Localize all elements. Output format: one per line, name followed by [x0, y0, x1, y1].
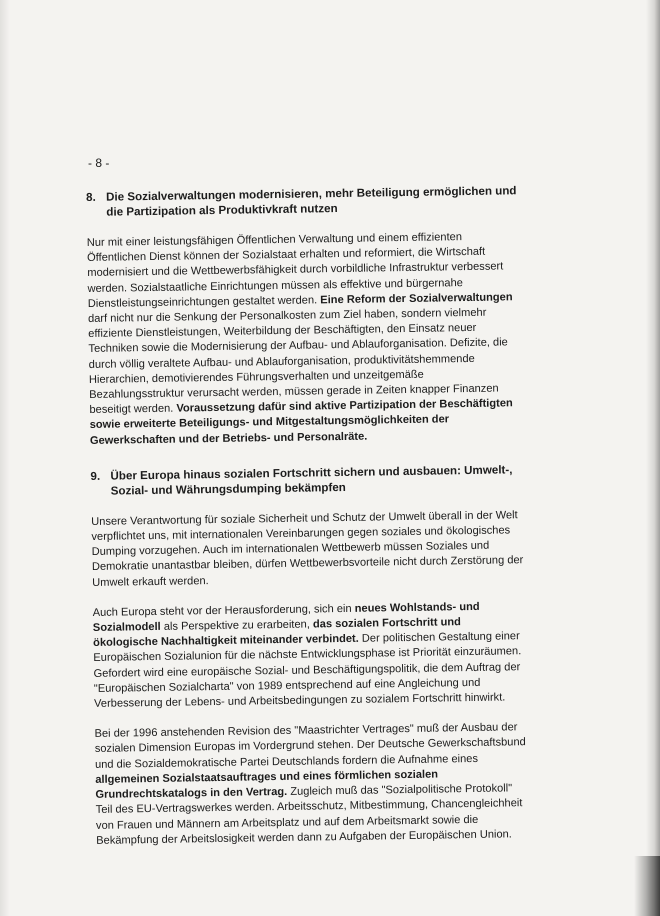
section-title: Über Europa hinaus sozialen Fortschritt sichern und ausbauen: Umwelt-, Sozial- und Währungsdumping bekämpfen: [110, 463, 513, 498]
section-9: [90, 462, 528, 849]
bold-run: das sozialen Fortschritt und ökologische Nachhaltigkeit miteinander verbindet.: [93, 616, 461, 650]
section-8: [86, 183, 522, 449]
text-run: als Perspektive zu erarbeiten,: [160, 618, 314, 633]
text-run: Zugleich muß das "Sozialpolitische Protokoll" Teil des EU-Vertragswerkes werden. Arbeitsschutz, Mitbestimmung, Chancengleichheit von Frauen und Männern am Arbeitsplatz und auf dem Arbeitsmarkt sowie die Bekämpfung der Arbeitslosigkeit werden dann zu Aufgaben der Europäischen Union.: [95, 782, 523, 847]
text-run: Nur mit einer leistungsfähigen Öffentlichen Verwaltung und einem effizienten Öffentlichen Dienst können der Sozialstaat erhalten und reformiert, die Wirtschaft modernisiert und die Wettbewerbsfähigkeit durch vorbildliche Infrastruktur verbessert werden. Sozialstaatliche Einrichtungen müssen als effektive und bürgernahe Dienstleistungseinrichtungen gestaltet werden.: [86, 231, 504, 310]
scan-shadow-right: [646, 0, 660, 916]
paragraph: [87, 229, 522, 449]
bold-run: Voraussetzung dafür sind aktive Partizipation der Beschäftigten sowie erweiterte Beteiligungs- und Mitgestaltungsmöglichkeiten der Gewerkschaften und der Betriebs- und Personalräte.: [89, 397, 513, 447]
text-run: Der politischen Gestaltung einer Europäischen Sozialunion für die nächste Entwicklungsphase ist Priorität einzuräumen. Gefordert wird eine europäische Sozial- und Beschäftigungspolitik, die dem Auftrag der "Europäischen Sozialcharta" von 1989 entsprechend auf eine Angleichung und Verbesserung der Lebens- und Arbeitsbedingungen zu sozialem Fortschritt hinwirkt.: [93, 630, 522, 711]
paragraph: [91, 508, 524, 591]
text-run: Auch Europa steht vor der Herausforderung, sich ein: [92, 602, 355, 619]
section-number: 8.: [86, 190, 96, 204]
paragraph: [94, 720, 528, 848]
paragraph: [93, 599, 527, 712]
section-number: 9.: [90, 469, 101, 483]
scan-shadow-corner: [634, 856, 660, 916]
text-run: darf nicht nur die Senkung der Personalkosten zum Ziel haben, sondern vielmehr effiziente Dienstleistungen, Weiterbildung der Beschäftigten, den Einsatz neuer Techniken sowie die Modernisierung der Aufbau- und Ablauforganisation. Defizite, die durch völlig veraltete Aufbau- und Ablauforganisation, produktivitätshemmende Hierarchien, demotivierendes Führungsverhalten und unzeitgemäße Bezahlungsstruktur verursacht werden, müssen gerade in Zeiten knapper Finanzen beseitigt werden.: [87, 306, 508, 417]
bold-run: Eine Reform der Sozialverwaltungen: [320, 291, 513, 307]
section-heading: [86, 183, 518, 220]
section-heading: [90, 462, 522, 499]
section-title: Die Sozialverwaltungen modernisieren, mehr Beteiligung ermöglichen und die Partizipation als Produktivkraft nutzen: [106, 184, 517, 219]
scan-shadow-left: [0, 0, 10, 916]
page-number: - 8 -: [88, 156, 110, 170]
bold-run: allgemeinen Sozialstaatsauftrages und eines förmlichen sozialen Grundrechtskatalogs in den Vertrag.: [95, 768, 439, 802]
text-run: Unsere Verantwortung für soziale Sicherheit und Schutz der Umwelt überall in der Welt verpflichtet uns, mit internationalen Vereinbarungen gegen soziales und ökologisches Dumping vorzugehen. Auch im internationalen Wettbewerb müssen Soziales und Demokratie unantastbar bleiben, dürfen Wettbewerbsvorteile nicht durch Zerstörung der Umwelt erkauft werden.: [91, 509, 524, 589]
bold-run: neues Wohlstands- und Sozialmodell: [92, 600, 480, 635]
document-body: [86, 183, 529, 864]
text-run: Bei der 1996 anstehenden Revision des "Maastrichter Vertrages" muß der Ausbau der sozialen Dimension Europas im Vordergrund stehen. Der Deutsche Gewerkschaftsbund und die Sozialdemokratische Partei Deutschlands fordern die Aufnahme eines: [94, 721, 526, 771]
